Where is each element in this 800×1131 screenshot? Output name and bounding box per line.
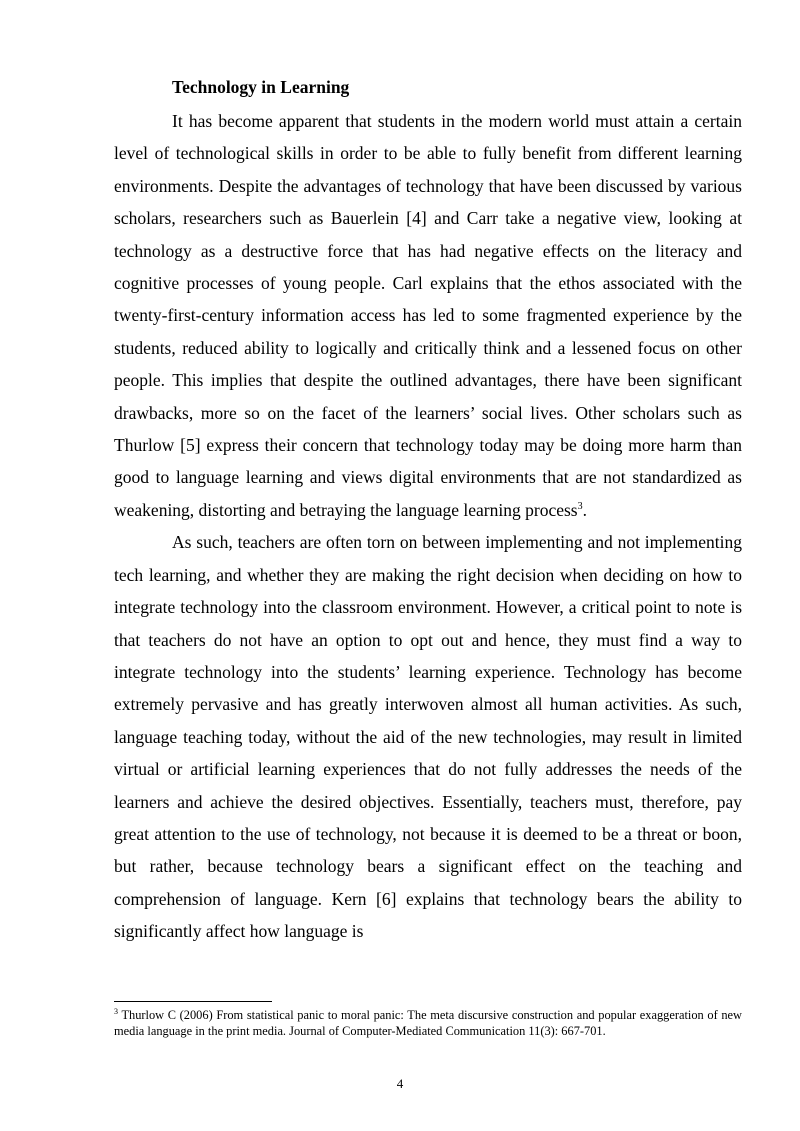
paragraph-2-text: As such, teachers are often torn on between implementing and not implementing tech learning, and whether they are making the right decision when deciding on how to integrate technology into the classroom environment. However, a critical point to note is that teachers do not have an option to opt out and hence, they must find a way to integrate technology into the students’ learning experience. Technology has become extremely pervasive and has greatly interwoven almost all human activities. As such, language teaching today, without the aid of the new technologies, may result in limited virtual or artificial learning experiences that do not fully addresses the needs of the learners and achieve the desired objectives. Essentially, teachers must, therefore, pay great attention to the use of technology, not because it is deemed to be a threat or boon, but rather, because technology bears a significant effect on the teaching and comprehension of language. Kern [6] explains that technology bears the ability to significantly affect how language is xyxy=(114,532,742,942)
paragraph-2 xyxy=(114,526,742,947)
paragraph-1-text: It has become apparent that students in the modern world must attain a certain level of technological skills in order to be able to fully benefit from different learning environments. Despite the advantages of technology that have been discussed by various scholars, researchers such as Bauerlein [4] and Carr take a negative view, looking at technology as a destructive force that has had negative effects on the literacy and cognitive processes of young people. Carl explains that the ethos associated with the twenty-first-century information access has led to some fragmented experience by the students, reduced ability to logically and critically think and a lessened focus on other people. This implies that despite the outlined advantages, there have been significant drawbacks, more so on the facet of the learners’ social lives. Other scholars such as Thurlow [5] express their concern that technology today may be doing more harm than good to language learning and views digital environments that are not standardized as weakening, distorting and betraying the language learning process xyxy=(114,111,742,520)
footnote xyxy=(114,1007,742,1039)
footnote-number: 3 xyxy=(114,1006,118,1016)
footnote-reference: 3 xyxy=(577,501,583,513)
section-heading: Technology in Learning xyxy=(172,77,350,97)
footnote-separator xyxy=(114,1001,272,1002)
footnote-text: Thurlow C (2006) From statistical panic to moral panic: The meta discursive construction and popular exaggeration of new media language in the print media. Journal of Computer-Mediated Communication 11(3): 667-701. xyxy=(114,1008,743,1038)
body-text xyxy=(114,105,742,948)
page-number: 4 xyxy=(396,1076,404,1091)
paragraph-1-tail: . xyxy=(582,499,587,520)
paragraph-1 xyxy=(114,105,742,526)
